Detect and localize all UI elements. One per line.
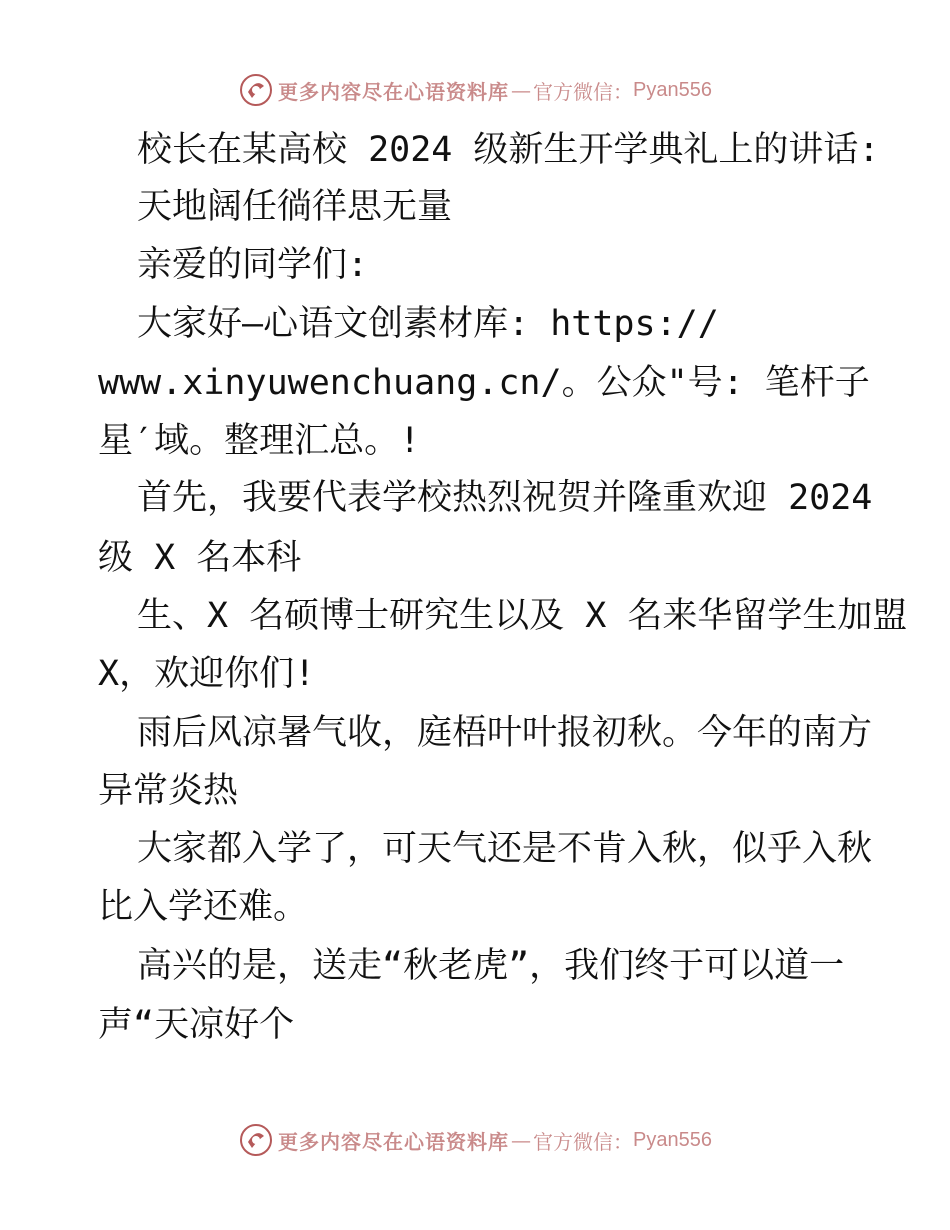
paragraph-line: 星′域。整理汇总。! — [98, 421, 421, 461]
watermark-label: 官方微信： — [533, 79, 634, 104]
brand-logo-icon — [238, 72, 274, 108]
watermark-text: 更多内容尽在心语资料库 — [278, 79, 510, 104]
paragraph-line: 大家好—心语文创素材库: https:// — [137, 304, 719, 344]
brand-logo-icon — [238, 1122, 274, 1158]
paragraph-line: 首先，我要代表学校热烈祝贺并隆重欢迎 2024 — [137, 478, 873, 518]
watermark-label: 官方微信： — [533, 1129, 634, 1154]
paragraph-line: 大家都入学了，可天气还是不肯入秋，似乎入秋 — [137, 829, 873, 869]
paragraph-line: X，欢迎你们! — [98, 654, 316, 694]
paragraph-line: 声“天凉好个 — [98, 1005, 295, 1045]
paragraph-line: www.xinyuwenchuang.cn/。公众"号: 笔杆子 — [98, 363, 870, 403]
watermark-separator: — — [511, 78, 532, 102]
document-subtitle: 天地阔任徜徉思无量 — [137, 187, 453, 227]
paragraph-line: 级 X 名本科 — [98, 538, 302, 578]
paragraph-line: 生、X 名硕博士研究生以及 X 名来华留学生加盟 — [137, 596, 908, 636]
paragraph-line: 雨后风凉暑气收，庭梧叶叶报初秋。今年的南方 — [137, 713, 873, 753]
paragraph-line: 高兴的是，送走“秋老虎”，我们终于可以道一 — [137, 946, 845, 986]
paragraph-line: 比入学还难。 — [98, 887, 309, 927]
paragraph-line: 异常炎热 — [98, 771, 239, 811]
header-watermark — [0, 70, 950, 110]
watermark-id: Pyan556 — [633, 1128, 712, 1151]
watermark-separator: — — [511, 1128, 532, 1152]
watermark-text: 更多内容尽在心语资料库 — [278, 1129, 510, 1154]
document-title: 校长在某高校 2024 级新生开学典礼上的讲话: — [137, 130, 880, 170]
footer-watermark — [0, 1120, 950, 1160]
salutation: 亲爱的同学们: — [137, 245, 369, 285]
watermark-id: Pyan556 — [633, 78, 712, 101]
